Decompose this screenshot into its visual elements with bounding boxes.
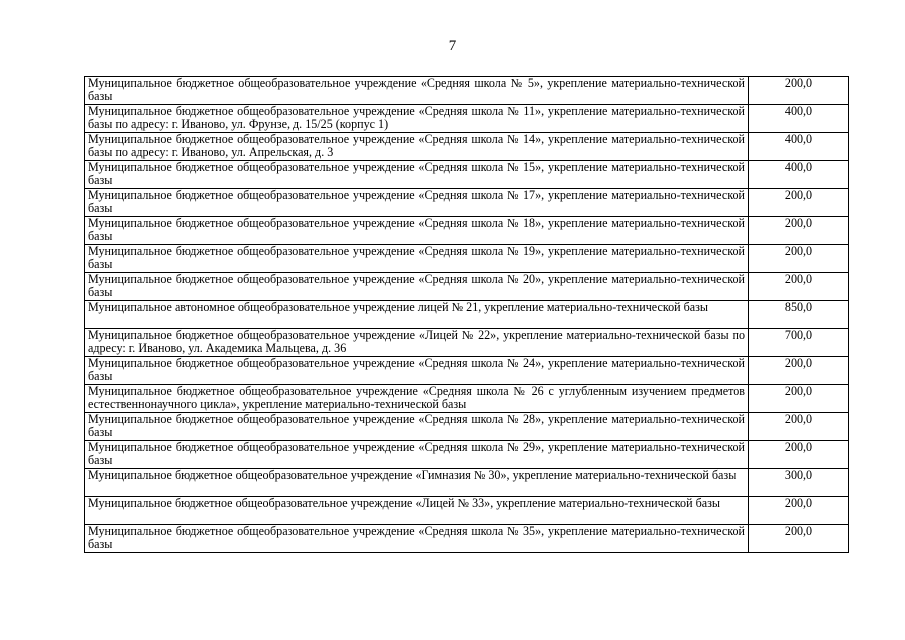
table-row <box>85 329 849 357</box>
table-row <box>85 161 849 189</box>
page-number: 7 <box>448 38 457 54</box>
table-row <box>85 217 849 245</box>
row-amount: 200,0 <box>749 441 849 469</box>
row-amount: 200,0 <box>749 217 849 245</box>
row-description: Муниципальное бюджетное общеобразовательное учреждение «Средняя школа № 29», укрепление материально-технической базы <box>85 441 749 469</box>
row-amount: 200,0 <box>749 525 849 553</box>
table-row <box>85 441 849 469</box>
row-description: Муниципальное бюджетное общеобразовательное учреждение «Средняя школа № 28», укрепление материально-технической базы <box>85 413 749 441</box>
table-row <box>85 245 849 273</box>
row-description: Муниципальное бюджетное общеобразовательное учреждение «Средняя школа № 20», укрепление материально-технической базы <box>85 273 749 301</box>
row-amount: 200,0 <box>749 497 849 525</box>
row-description: Муниципальное бюджетное общеобразовательное учреждение «Средняя школа № 26 с углубленным изучением предметов естественнонаучного цикла», укрепление материально-технической базы <box>85 385 749 413</box>
table-row <box>85 133 849 161</box>
row-description: Муниципальное бюджетное общеобразовательное учреждение «Лицей № 33», укрепление материально-технической базы <box>85 497 749 525</box>
row-amount: 200,0 <box>749 413 849 441</box>
row-amount: 200,0 <box>749 385 849 413</box>
row-amount: 200,0 <box>749 357 849 385</box>
row-amount: 200,0 <box>749 77 849 105</box>
table-row <box>85 385 849 413</box>
table-row <box>85 497 849 525</box>
row-description: Муниципальное бюджетное общеобразовательное учреждение «Лицей № 22», укрепление материально-технической базы по адресу: г. Иваново, ул. Академика Мальцева, д. 36 <box>85 329 749 357</box>
row-amount: 850,0 <box>749 301 849 329</box>
table-row <box>85 357 849 385</box>
funding-table-body <box>85 77 849 553</box>
table-row <box>85 105 849 133</box>
row-amount: 300,0 <box>749 469 849 497</box>
row-description: Муниципальное бюджетное общеобразовательное учреждение «Средняя школа № 35», укрепление материально-технической базы <box>85 525 749 553</box>
row-amount: 200,0 <box>749 273 849 301</box>
row-description: Муниципальное бюджетное общеобразовательное учреждение «Средняя школа № 17», укрепление материально-технической базы <box>85 189 749 217</box>
row-amount: 200,0 <box>749 189 849 217</box>
row-description: Муниципальное бюджетное общеобразовательное учреждение «Средняя школа № 15», укрепление материально-технической базы <box>85 161 749 189</box>
table-row <box>85 301 849 329</box>
table-row <box>85 189 849 217</box>
table-row <box>85 413 849 441</box>
row-description: Муниципальное бюджетное общеобразовательное учреждение «Средняя школа № 11», укрепление материально-технической базы по адресу: г. Иваново, ул. Фрунзе, д. 15/25 (корпус 1) <box>85 105 749 133</box>
row-description: Муниципальное автономное общеобразовательное учреждение лицей № 21, укрепление материально-технической базы <box>85 301 749 329</box>
table-row <box>85 525 849 553</box>
funding-table <box>84 76 849 553</box>
table-row <box>85 77 849 105</box>
table-row <box>85 469 849 497</box>
row-amount: 400,0 <box>749 161 849 189</box>
row-description: Муниципальное бюджетное общеобразовательное учреждение «Средняя школа № 5», укрепление материально-технической базы <box>85 77 749 105</box>
table-row <box>85 273 849 301</box>
row-description: Муниципальное бюджетное общеобразовательное учреждение «Средняя школа № 18», укрепление материально-технической базы <box>85 217 749 245</box>
row-description: Муниципальное бюджетное общеобразовательное учреждение «Средняя школа № 14», укрепление материально-технической базы по адресу: г. Иваново, ул. Апрельская, д. 3 <box>85 133 749 161</box>
row-amount: 700,0 <box>749 329 849 357</box>
row-description: Муниципальное бюджетное общеобразовательное учреждение «Средняя школа № 24», укрепление материально-технической базы <box>85 357 749 385</box>
row-amount: 400,0 <box>749 105 849 133</box>
row-description: Муниципальное бюджетное общеобразовательное учреждение «Средняя школа № 19», укрепление материально-технической базы <box>85 245 749 273</box>
row-amount: 200,0 <box>749 245 849 273</box>
row-description: Муниципальное бюджетное общеобразовательное учреждение «Гимназия № 30», укрепление материально-технической базы <box>85 469 749 497</box>
row-amount: 400,0 <box>749 133 849 161</box>
